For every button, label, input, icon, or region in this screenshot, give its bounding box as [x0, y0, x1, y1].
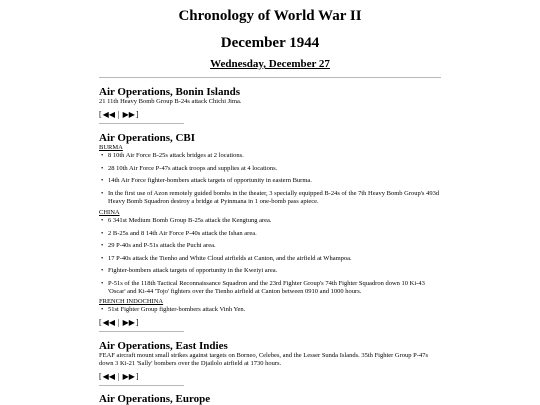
next-arrow-icon[interactable]: ▶▶ — [122, 318, 135, 327]
section-heading-europe: Air Operations, Europe — [99, 393, 211, 405]
nav-bracket-close: ] — [135, 372, 139, 381]
next-arrow-icon[interactable]: ▶▶ — [122, 372, 135, 381]
list-item: • In the first use of Azon remotely guided bombs in the theater, 3 specially equipped B-24s of the 7th Heavy Bomb Group's 493d Heavy Bomb Squadron destroy a bridge at Pyinmana in 1 one-bomb pass apiece. — [99, 190, 441, 206]
page-title: Chronology of World War II — [178, 8, 362, 24]
list-item: • 28 10th Air Force P-47s attack troops and supplies at 4 locations. — [99, 165, 441, 173]
nav-links — [99, 111, 139, 119]
prev-arrow-icon[interactable]: ◀◀ — [102, 110, 115, 119]
china-list — [99, 217, 441, 301]
section-text-east-indies: FEAF aircraft mount small strikes against targets on Borneo, Celebes, and the Lesser Sunda Islands. 35th Fighter Group P-47s down 3 Ki-21 'Sally' bombers over the Djailolo airfield at 1730 hours. — [99, 352, 428, 367]
section-text-bonin: 21 11th Heavy Bomb Group B-24s attack Chichi Jima. — [99, 98, 242, 105]
prev-arrow-icon[interactable]: ◀◀ — [102, 372, 115, 381]
nav-bracket-open: [ — [99, 110, 102, 119]
nav-separator: | — [117, 110, 120, 119]
section-heading-bonin: Air Operations, Bonin Islands — [99, 86, 241, 98]
list-item: • P-51s of the 118th Tactical Reconnaissance Squadron and the 23rd Fighter Group's 74th Fighter Squadron down 10 Ki-43 'Oscar' and Ki-44 'Tojo' fighters over the Tienho airfield at Canton between 0910 and 1000 hours. — [99, 280, 441, 296]
list-item: • 51st Fighter Group fighter-bombers attack Vinh Yen. — [99, 306, 441, 314]
nav-bracket-open: [ — [99, 372, 102, 381]
nav-links — [99, 373, 139, 381]
nav-bracket-close: ] — [135, 110, 139, 119]
divider — [99, 331, 184, 332]
list-item: • 6 341st Medium Bomb Group B-25s attack the Kengtung area. — [99, 217, 441, 225]
list-item: • 2 B-25s and 8 14th Air Force P-40s attack the Ishan area. — [99, 230, 441, 238]
nav-bracket-close: ] — [135, 318, 139, 327]
nav-bracket-open: [ — [99, 318, 102, 327]
nav-links — [99, 319, 139, 327]
section-heading-cbi: Air Operations, CBI — [99, 132, 196, 144]
nav-separator: | — [117, 372, 120, 381]
list-item: • 29 P-40s and P-51s attack the Puchi area. — [99, 242, 441, 250]
list-item: • 8 10th Air Force B-25s attack bridges at 2 locations. — [99, 152, 441, 160]
divider — [99, 77, 441, 78]
list-item: • 17 P-40s attack the Tienho and White Cloud airfields at Canton, and the airfield at Whampoa. — [99, 255, 441, 263]
divider — [99, 123, 184, 124]
indochina-list — [99, 306, 441, 319]
prev-arrow-icon[interactable]: ◀◀ — [102, 318, 115, 327]
month-heading: December 1944 — [220, 35, 320, 51]
list-item: • 14th Air Force fighter-bombers attack targets of opportunity in eastern Burma. — [99, 177, 441, 185]
next-arrow-icon[interactable]: ▶▶ — [122, 110, 135, 119]
divider — [99, 385, 184, 386]
nav-separator: | — [117, 318, 120, 327]
subsection-label-indochina: FRENCH INDOCHINA — [99, 298, 164, 305]
burma-list — [99, 152, 441, 210]
subsection-label-burma: BURMA — [99, 144, 123, 151]
section-heading-east-indies: Air Operations, East Indies — [99, 340, 228, 352]
list-item: • Fighter-bombers attack targets of opportunity in the Kweiyi area. — [99, 267, 441, 275]
subsection-label-china: CHINA — [99, 209, 120, 216]
date-heading: Wednesday, December 27 — [210, 58, 330, 70]
